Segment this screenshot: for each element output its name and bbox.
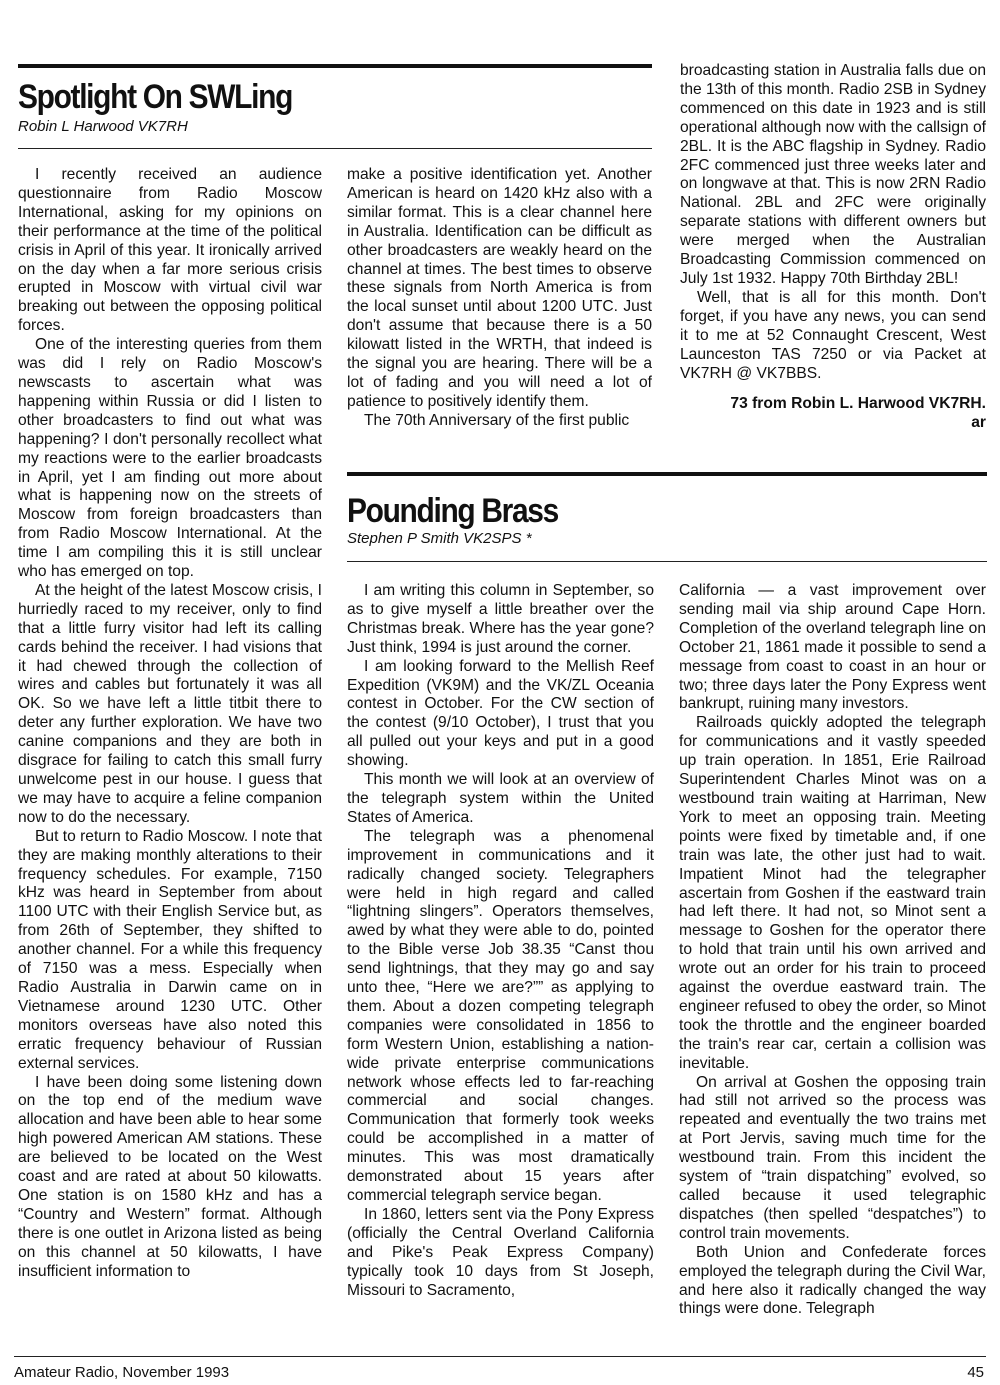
footer-publication: Amateur Radio, November 1993: [14, 1364, 230, 1381]
pounding-paragraph: California — a vast improvement over sending mail via ship around Cape Horn. Completion of the overland telegraph line on October 21, 1861 made it possible to send a message from coast to coast in an hour or two; three days later the Pony Express went bankrupt, ruining many investors.: [679, 582, 986, 713]
pounding-paragraph: Railroads quickly adopted the telegraph for communications and it vastly speeded up train operation. In 1851, Erie Railroad Superintendent Charles Minot was on a westbound train waiting at Harriman, New York to meet an opposing train. Meeting points were fixed by timetable and, if one train was late, the other just had to wait. Impatient Minot had the telegrapher ascertain from Goshen if the eastward train had left there. It had not, so Minot sent a message to Goshen for the operator there to hold that train until his own arrived and wrote out an order for his train to proceed against the overdue eastward train. The engineer refused to obey the order, so Minot took the throttle and the engineer boarded the train's rear car, certain a collision was inevitable.: [679, 714, 986, 1072]
pounding-column-2: [347, 582, 654, 1342]
spotlight-signoff: 73 from Robin L. Harwood VK7RH.: [730, 395, 986, 413]
page-number: 45: [967, 1364, 984, 1381]
spotlight-byline: Robin L Harwood VK7RH: [18, 118, 188, 135]
footer-rule: [14, 1356, 986, 1357]
spotlight-paragraph: But to return to Radio Moscow. I note that they are making monthly alterations to their frequency schedules. For example, 7150 kHz was heard in September from about 1100 UTC with their English Service but, as from 26th of September, they shifted to another channel. For a while this frequency of 7150 was a mess. Especially when Radio Australia in Darwin came on in Vietnamese around 1230 UTC. Other monitors overseas have also noted this erratic frequency behaviour of Russian external services.: [18, 827, 322, 1072]
spotlight-paragraph: Well, that is all for this month. Don't forget, if you have any news, you can send it to me at 52 Connaught Crescent, West Launceston TAS 7250 or via Packet at VK7RH @ VK7BBS.: [680, 288, 986, 382]
pounding-column-3: [679, 582, 986, 1342]
spotlight-paragraph: One of the interesting queries from them was did I rely on Radio Moscow's newscasts to ascertain what was happening within Russia or did I listen to other broadcasters to find out what was happening? I don't personally recollect what my reactions were to the earlier broadcasts in April, yet I am finding out more about what is happening now on the streets of Moscow from foreign broadcasters than from Radio Moscow International. At the time I am compiling this it is still unclear who has emerged on top.: [18, 336, 322, 581]
pounding-byline: Stephen P Smith VK2SPS *: [347, 530, 532, 547]
spotlight-paragraph: broadcasting station in Australia falls due on the 13th of this month. Radio 2SB in Sydney commenced on this date in 1923 and is still operational although now with the callsign of 2BL. It is the ABC flagship in Sydney. Radio 2FC commenced just three weeks later and on longwave at that. This is now 2RN Radio National. 2BL and 2FC were originally separate stations with different owners but were merged when the Australian Broadcasting Commission commenced on July 1st 1932. Happy 70th Birthday 2BL!: [680, 62, 986, 287]
pounding-bottom-rule: [347, 561, 987, 562]
pounding-paragraph: The telegraph was a phenomenal improvement in communications and it radically changed society. Telegraphers were held in high regard and called “lightning slingers”. Operators themselves, awed by what they were able to do, pointed to the Bible verse Job 38.35 “Canst thou send lightnings, that they may go and say unto thee, “Here we are?”” as applying to them. About a dozen competing telegraph companies were consolidated in 1856 to form Western Union, establishing a nation-wide private enterprise communications network whose effects led to far-reaching commercial and social changes. Communication that formerly took weeks could be accomplished in a matter of minutes. This was most dramatically demonstrated about 15 years after commercial telegraph service began.: [347, 827, 654, 1204]
spotlight-signoff-block: [680, 395, 986, 433]
pounding-paragraph: In 1860, letters sent via the Pony Express (officially the Central Overland California and Pike's Peak Express Company) typically took 10 days from St Joseph, Missouri to Sacramento,: [347, 1205, 654, 1299]
pounding-paragraph: On arrival at Goshen the opposing train had still not arrived so the process was repeated and eventually the two trains met at Port Jervis, saving much time for the westbound train. From this incident the system of “train dispatching” evolved, so called because it used telegraphic dispatches (then spelled “despatches”) to control train movements.: [679, 1073, 986, 1242]
spotlight-paragraph: The 70th Anniversary of the first public: [364, 411, 630, 429]
pounding-paragraph: I am writing this column in September, so as to give myself a little breather over the Christmas break. Where has the year gone? Just think, 1994 is just around the corner.: [347, 582, 654, 656]
spotlight-column-2: [347, 166, 652, 456]
spotlight-paragraph: At the height of the latest Moscow crisis, I hurriedly raced to my receiver, only to find that a little furry visitor had left its calling cards behind the receiver. I had visions that it had chewed through the collection of wires and cables but fortunately it was all OK. So we have left a little titbit there to deter any further exploration. We have two canine companions and they are both in disgrace for failing to catch this small furry unwelcome pest in our house. I guess that we may have to acquire a feline companion now to do the necessary.: [18, 581, 322, 826]
spotlight-paragraph: I have been doing some listening down on the top end of the medium wave allocation and have been able to hear some high powered American AM stations. These are believed to be located on the West coast and are rated at about 50 kilowatts. One station is on 1580 kHz and has a “Country and Western” format. Although there is one outlet in Arizona listed as being on this channel at 50 kilowatts, I have insufficient information to: [18, 1073, 322, 1280]
spotlight-title: Spotlight On SWLing: [18, 78, 293, 116]
spotlight-end-mark: ar: [971, 414, 986, 432]
pounding-title: Pounding Brass: [347, 492, 558, 530]
spotlight-column-1: [18, 166, 322, 1346]
spotlight-bottom-rule: [18, 148, 652, 149]
pounding-top-rule: [347, 472, 987, 476]
pounding-paragraph: This month we will look at an overview of the telegraph system within the United States of America.: [347, 771, 654, 826]
pounding-paragraph: I am looking forward to the Mellish Reef Expedition (VK9M) and the VK/ZL Oceania contest in October. For the CW section of the contest (9/10 October), I trust that you all pulled out your keys and put in a good showing.: [347, 657, 654, 770]
spotlight-paragraph: make a positive identification yet. Another American is heard on 1420 kHz also with a similar format. This is a clear channel here in Australia. Identification can be difficult as other broadcasters are weakly heard on the channel at times. The best times to observe these signals from North America is from the local sunset until about 1200 UTC. Just don't assume that because there is a 50 kilowatt listed in the WRTH, that indeed is the signal you are hearing. There will be a lot of fading and you will need a lot of patience to positively identify them.: [347, 166, 652, 410]
spotlight-paragraph: I recently received an audience questionnaire from Radio Moscow International, asking for my opinions on their performance at the time of the political crisis in April of this year. It ironically arrived on the day when a far more serious crisis erupted in Moscow with virtual civil war breaking out between the opposing political forces.: [18, 166, 322, 335]
spotlight-column-3: [680, 62, 986, 462]
spotlight-top-rule: [18, 64, 652, 68]
pounding-paragraph: Both Union and Confederate forces employed the telegraph during the Civil War, and here also it radically changed the way things were done. Telegraph: [679, 1243, 986, 1318]
